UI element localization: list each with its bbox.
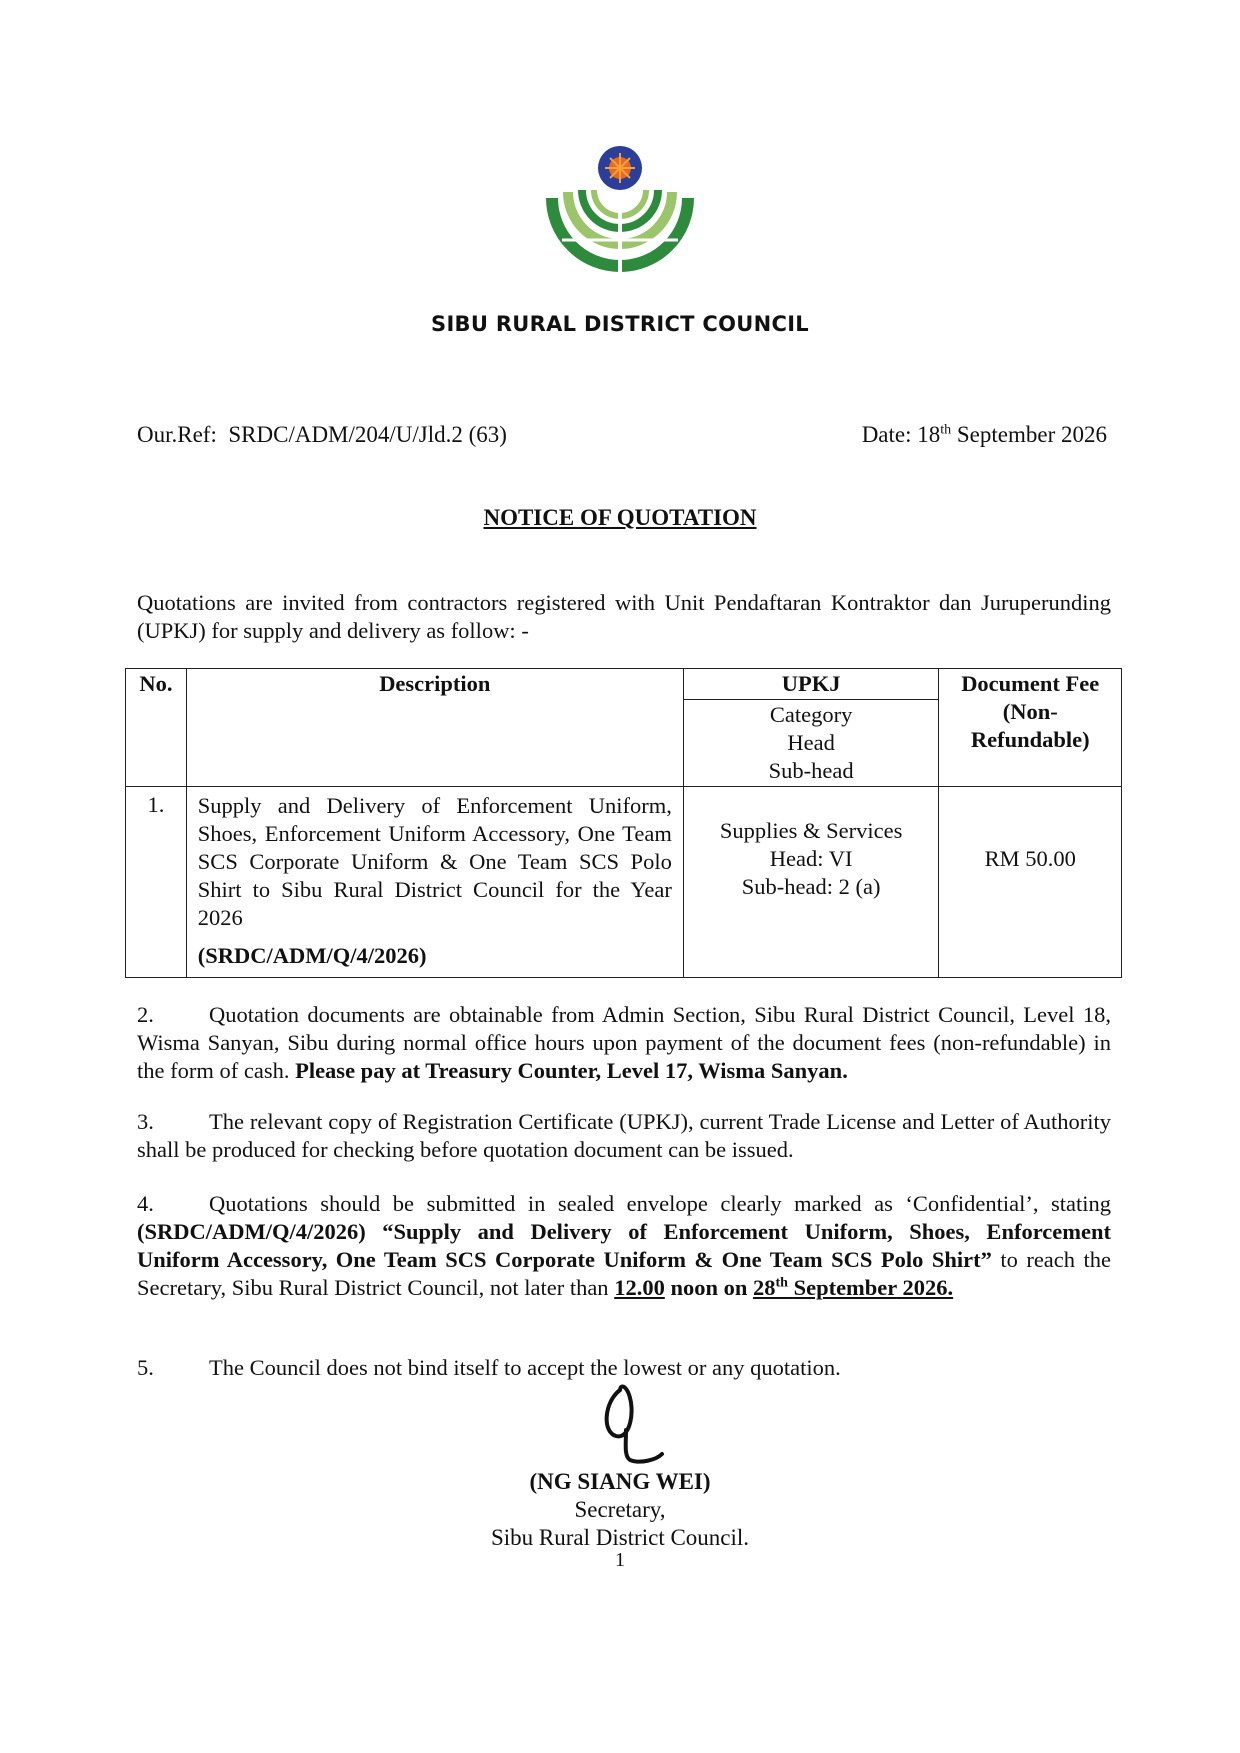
paragraph-5 bbox=[137, 1354, 1111, 1382]
paragraph-number: 5. bbox=[137, 1355, 154, 1380]
date-suffix: th bbox=[940, 422, 952, 438]
paragraph-number: 2. bbox=[137, 1002, 154, 1027]
signature-block bbox=[0, 1468, 1240, 1552]
paragraph-4-text-1: Quotations should be submitted in sealed envelope clearly marked as ‘Confidential’, stating bbox=[209, 1191, 1111, 1216]
row-upkj-line: Supplies & Services bbox=[719, 818, 903, 843]
paragraph-4-text-2: to reach the Secretary, Sibu Rural District Council, not later than bbox=[137, 1247, 1111, 1300]
paragraph-3-text: The relevant copy of Registration Certificate (UPKJ), current Trade License and Letter of Authority shall be produced for checking before quotation document can be issued. bbox=[137, 1109, 1111, 1162]
signatory-position: Secretary, bbox=[574, 1497, 666, 1522]
header-upkj: UPKJ bbox=[683, 669, 939, 700]
deadline-year: 2026. bbox=[902, 1275, 954, 1300]
date-label: Date: bbox=[861, 422, 912, 447]
signature-image bbox=[590, 1380, 680, 1470]
date bbox=[862, 422, 1107, 448]
header-upkj-sub-line: Category bbox=[769, 702, 853, 727]
header-fee-line: Refundable) bbox=[970, 727, 1090, 752]
paragraph-2-bold: Please pay at Treasury Counter, Level 17, Wisma Sanyan. bbox=[295, 1058, 848, 1083]
row-description bbox=[186, 787, 683, 978]
deadline-month: September bbox=[793, 1275, 897, 1300]
page-number: 1 bbox=[615, 1549, 625, 1571]
intro-paragraph: Quotations are invited from contractors registered with Unit Pendaftaran Kontraktor dan Juruperunding (UPKJ) for supply and delivery as follow: - bbox=[137, 590, 1111, 643]
paragraph-3 bbox=[137, 1108, 1111, 1164]
row-upkj-line: Head: VI bbox=[769, 846, 853, 871]
row-description-text: Supply and Delivery of Enforcement Uniform, Shoes, Enforcement Uniform Accessory, One Team SCS Corporate Uniform & One Team SCS Polo Shirt to Sibu Rural District Council for the Year 2026 bbox=[197, 793, 672, 930]
paragraph-number: 4. bbox=[137, 1191, 154, 1216]
paragraph-2 bbox=[137, 1001, 1111, 1085]
signatory-name: (NG SIANG WEI) bbox=[529, 1469, 711, 1494]
date-day: 18 bbox=[917, 422, 941, 447]
header-fee-line: Document Fee bbox=[961, 671, 1100, 696]
reference bbox=[137, 422, 507, 448]
header-fee-line: (Non- bbox=[1002, 699, 1058, 724]
row-code: (SRDC/ADM/Q/4/2026) bbox=[197, 943, 427, 968]
row-fee: RM 50.00 bbox=[939, 787, 1122, 978]
row-no: 1. bbox=[126, 787, 187, 978]
paragraph-2-text: Quotation documents are obtainable from Admin Section, Sibu Rural District Council, Level 18, Wisma Sanyan, Sibu during normal office hours upon payment of the document fees (non-refundable) in the form of cash. bbox=[137, 1002, 1111, 1083]
deadline-date bbox=[753, 1275, 953, 1300]
reference-value: SRDC/ADM/204/U/Jld.2 (63) bbox=[228, 422, 507, 447]
paragraph-5-text: The Council does not bind itself to accept the lowest or any quotation. bbox=[209, 1355, 841, 1380]
deadline-day: 28 bbox=[752, 1275, 776, 1300]
reference-label: Our.Ref: bbox=[137, 422, 217, 447]
row-upkj bbox=[683, 787, 939, 978]
noon-on: noon on bbox=[670, 1275, 748, 1300]
header-fee bbox=[939, 669, 1122, 787]
quotation-table bbox=[125, 668, 1122, 978]
header-description: Description bbox=[186, 669, 683, 787]
deadline-suffix: th bbox=[775, 1275, 788, 1291]
signatory-organization: Sibu Rural District Council. bbox=[490, 1525, 750, 1550]
deadline-time: 12.00 bbox=[614, 1275, 665, 1300]
header-upkj-sub bbox=[683, 700, 939, 787]
header-no: No. bbox=[126, 669, 187, 787]
council-logo bbox=[540, 140, 700, 290]
row-upkj-line: Sub-head: 2 (a) bbox=[741, 874, 881, 899]
table-row bbox=[126, 787, 1122, 978]
paragraph-4-bold: (SRDC/ADM/Q/4/2026) “Supply and Delivery of Enforcement Uniform, Shoes, Enforcement Uniform Accessory, One Team SCS Corporate Uniform & One Team SCS Polo Shirt” bbox=[137, 1219, 1111, 1272]
header-upkj-sub-line: Head bbox=[787, 730, 835, 755]
paragraph-number: 3. bbox=[137, 1109, 154, 1134]
page-title: NOTICE OF QUOTATION bbox=[483, 505, 757, 530]
header-upkj-sub-line: Sub-head bbox=[768, 758, 854, 783]
organization-name: SIBU RURAL DISTRICT COUNCIL bbox=[431, 312, 809, 336]
date-rest: September 2026 bbox=[956, 422, 1107, 447]
paragraph-4 bbox=[137, 1190, 1111, 1302]
